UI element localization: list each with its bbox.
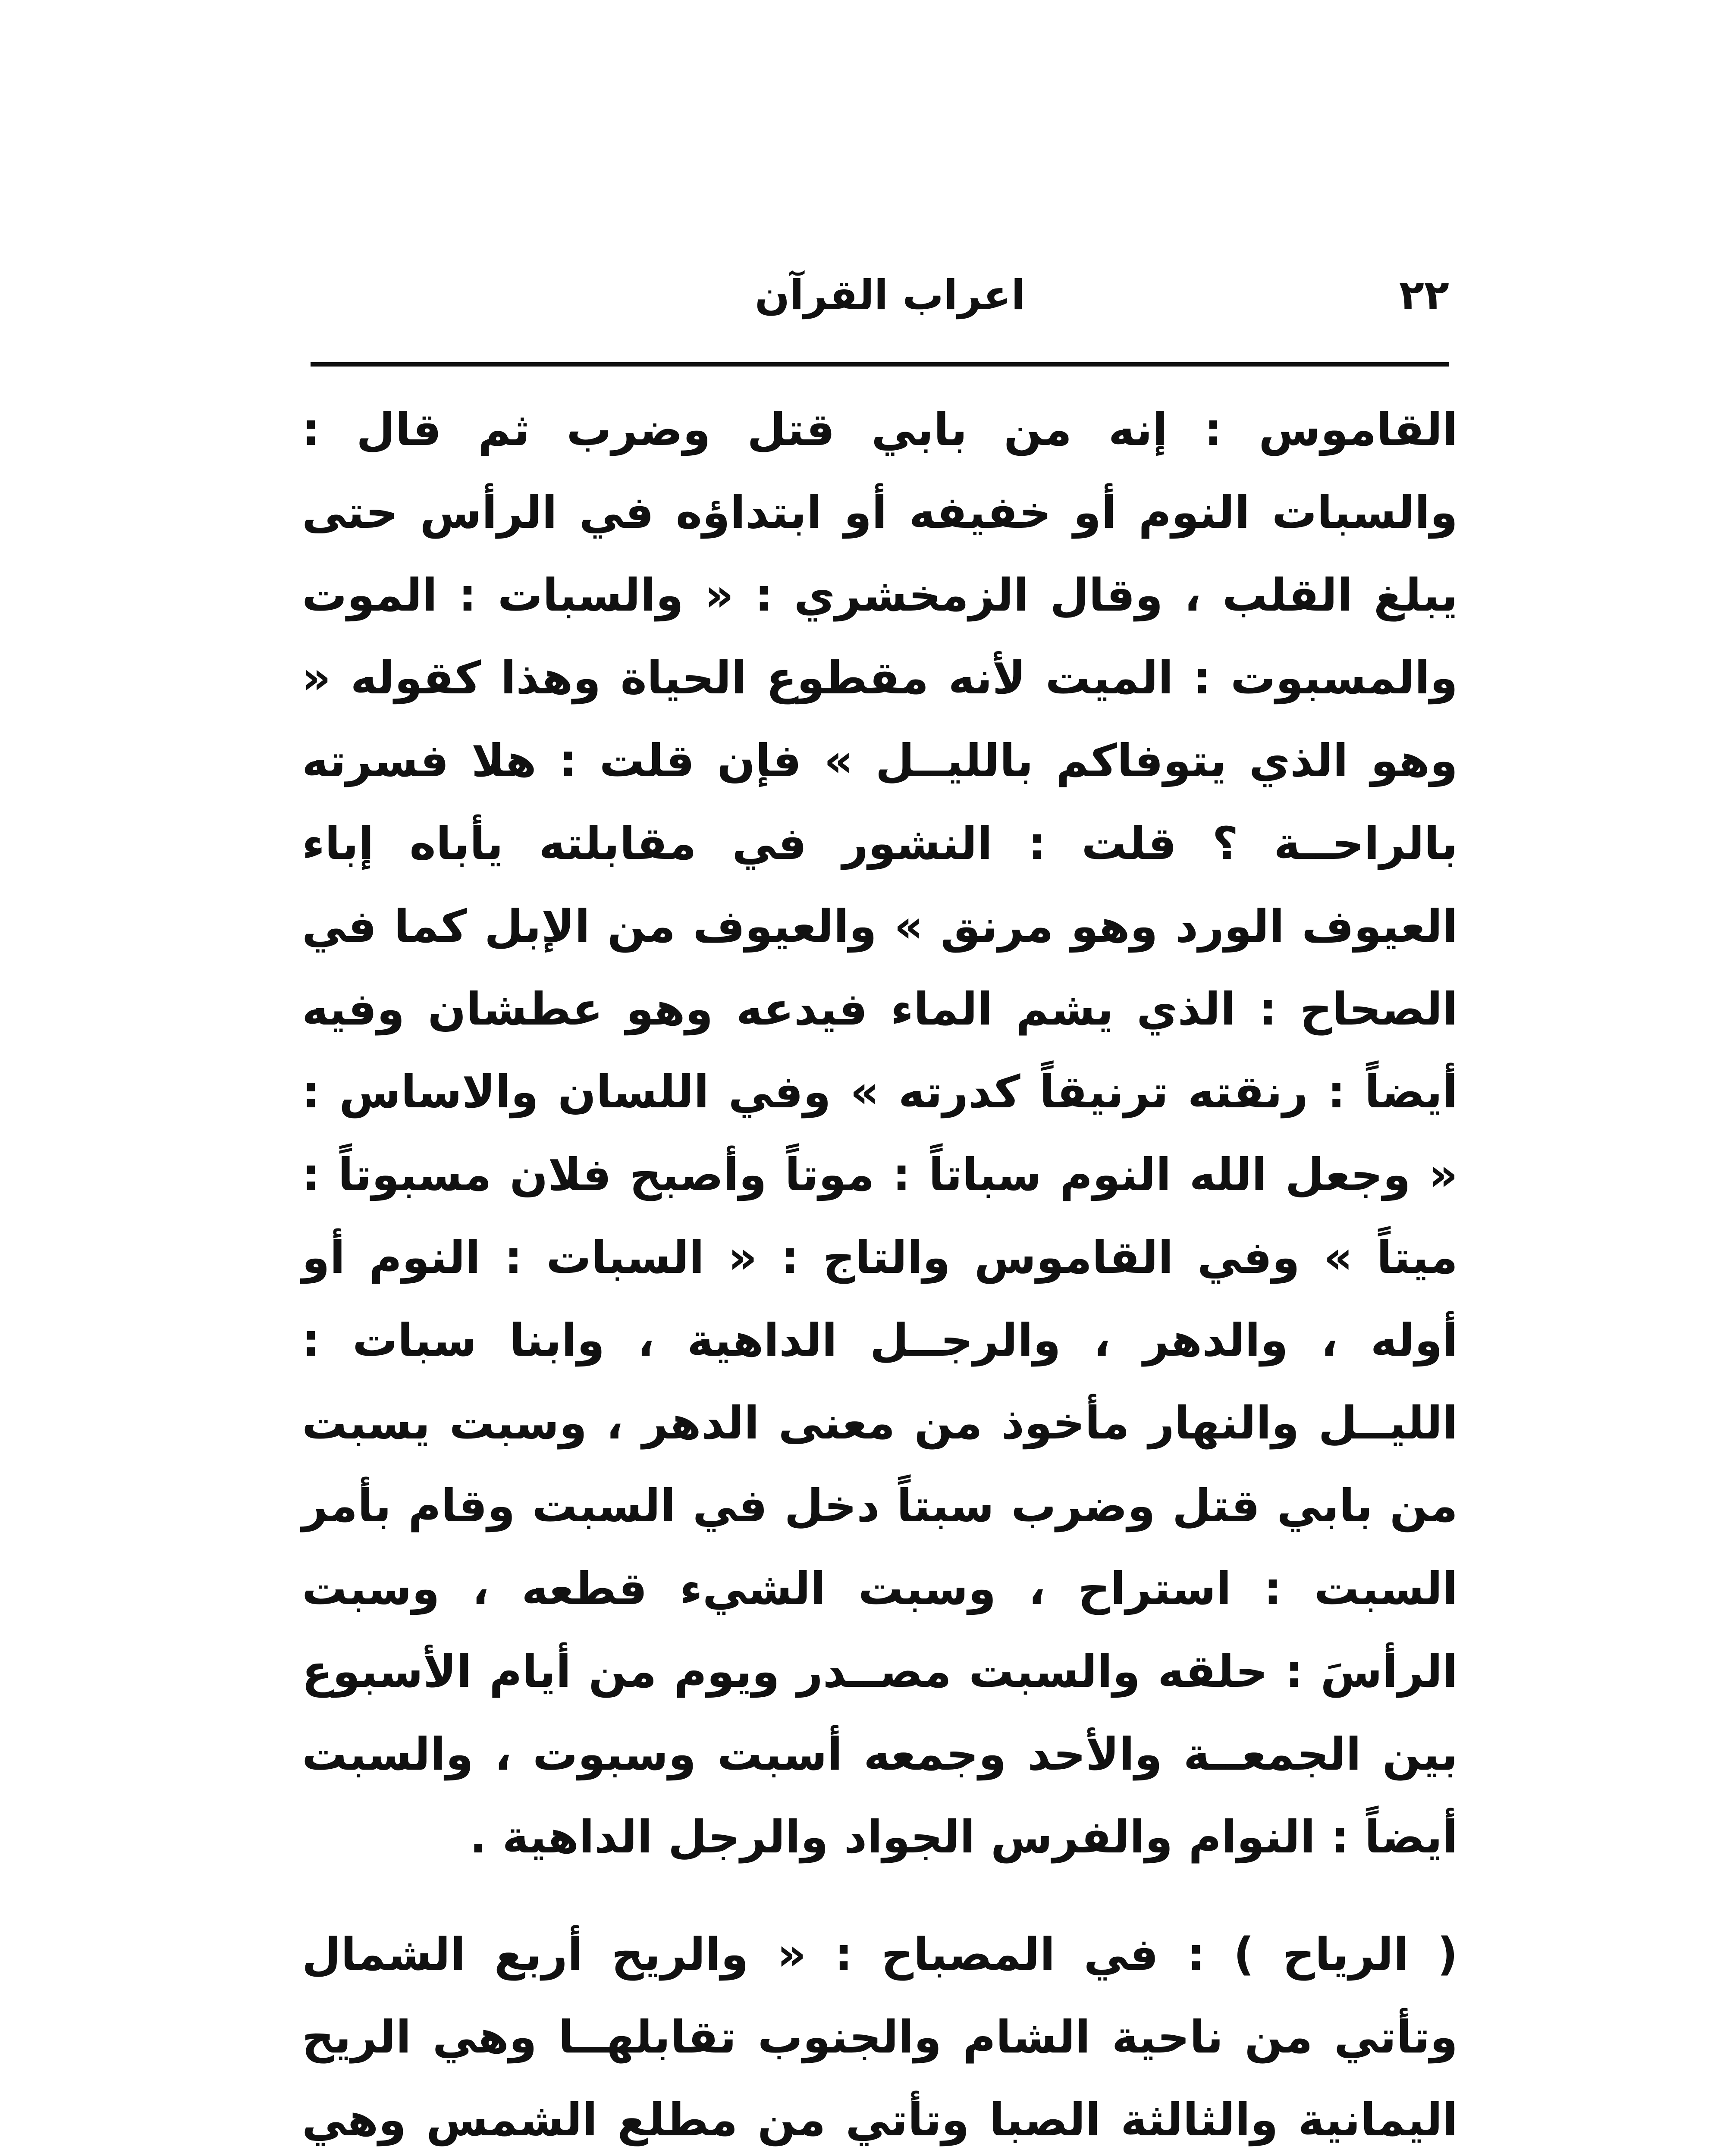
page-title: اعراب القرآن <box>755 272 1026 319</box>
page-number: ٢٢ <box>1399 272 1449 319</box>
body-text <box>302 388 1458 2156</box>
page-header <box>311 263 1449 349</box>
header-rule <box>311 362 1449 367</box>
paragraph-riyah: ( الرياح ) : في المصباح : « والريح أربع الشمال وتأتي من ناحية الشام والجنوب تقابلهــا وهي الريح اليمانية والثالثة الصبا وتأتي من مطلع الشمس وهي <box>302 1928 1458 2146</box>
paragraph-sabat: القاموس : إنه من بابي قتل وضرب ثم قال : والسبات النوم أو خفيفه أو ابتداؤه في الرأس حتى يبلغ القلب ، وقال الزمخشري : « والسبات : الموت والمسبوت : الميت لأنه مقطوع الحياة وهذا كقوله « وهو الذي يتوفاكم بالليــل » فإن قلت : هلا فسرته بالراحــة ؟ قلت : النشور في مقابلته يأباه إباء العيوف الورد وهو مرنق » والعيوف من الإبل كما في الصحاح : الذي يشم الماء فيدعه وهو عطشان وفيه أيضاً : رنقته ترنيقاً كدرته » وفي اللسان والاساس : « وجعل الله النوم سباتاً : موتاً وأصبح فلان مسبوتاً : ميتاً » وفي القاموس والتاج : « السبات : النوم أو أوله ، والدهر ، والرجــل الداهية ، وابنا سبات : الليــل والنهار مأخوذ من معنى الدهر ، وسبت يسبت من بابي قتل وضرب سبتاً دخل في السبت وقام بأمر السبت : استراح ، وسبت الشيء قطعه ، وسبت الرأسَ : حلقه والسبت مصــدر ويوم من أيام الأسبوع بين الجمعــة والأحد وجمعه أسبت وسبوت ، والسبت أيضاً : النوام والفرس الجواد والرجل الداهية . <box>302 403 1458 1863</box>
